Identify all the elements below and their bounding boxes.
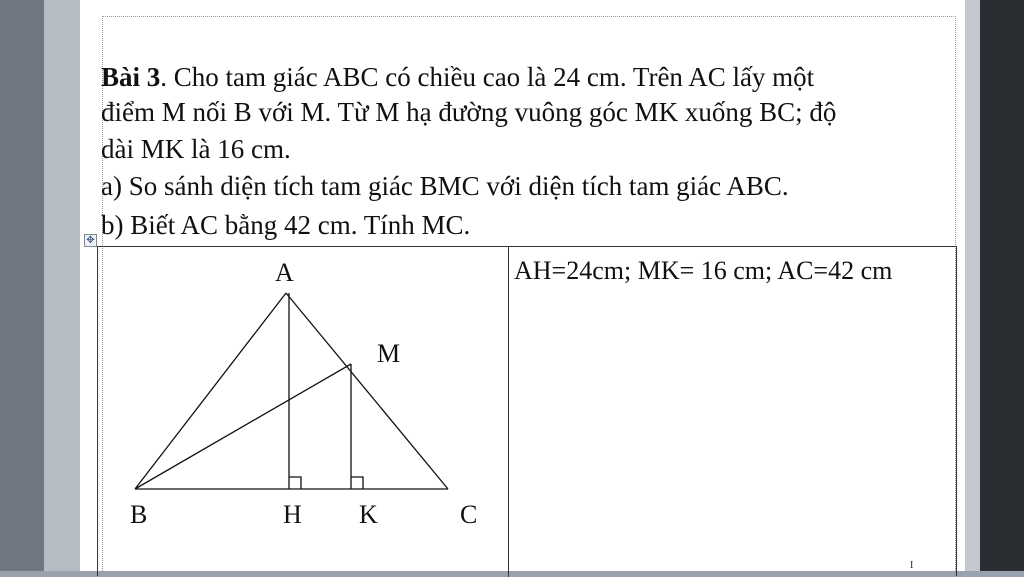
label-a: A [275,258,294,287]
label-c: C [460,500,478,529]
given-values[interactable]: AH=24cm; MK= 16 cm; AC=42 cm [514,256,893,285]
right-angle-h [289,477,301,489]
problem-line-1-text: . Cho tam giác ABC có chiều cao là 24 cm. Trên AC lấy một [160,62,815,92]
right-angle-k [351,477,363,489]
document-gutter-right [965,0,980,571]
document-gutter-left [44,0,80,571]
table-column-divider [508,247,509,577]
label-h: H [283,500,302,529]
problem-title: Bài 3 [101,62,161,92]
question-b[interactable]: b) Biết AC bằng 42 cm. Tính MC. [101,210,471,240]
problem-line-1[interactable] [101,62,814,93]
window-right-background [980,0,1024,571]
document-page[interactable] [80,0,965,571]
triangle-figure [98,247,508,577]
label-k: K [359,500,378,529]
figure-table[interactable] [97,246,957,576]
label-b: B [130,500,148,529]
window-left-background [0,0,44,571]
side-ac [286,293,448,489]
question-a[interactable]: a) So sánh diện tích tam giác BMC với diện tích tam giác ABC. [101,171,789,201]
move-handle-icon[interactable]: ✥ [84,234,97,247]
segment-bm [135,364,351,489]
text-cursor-icon: I [910,560,914,571]
problem-line-2[interactable]: điểm M nối B với M. Từ M hạ đường vuông góc MK xuống BC; độ [101,97,837,127]
problem-line-3[interactable]: dài MK là 16 cm. [101,134,291,164]
side-ab [135,293,286,489]
label-m: M [377,339,401,368]
